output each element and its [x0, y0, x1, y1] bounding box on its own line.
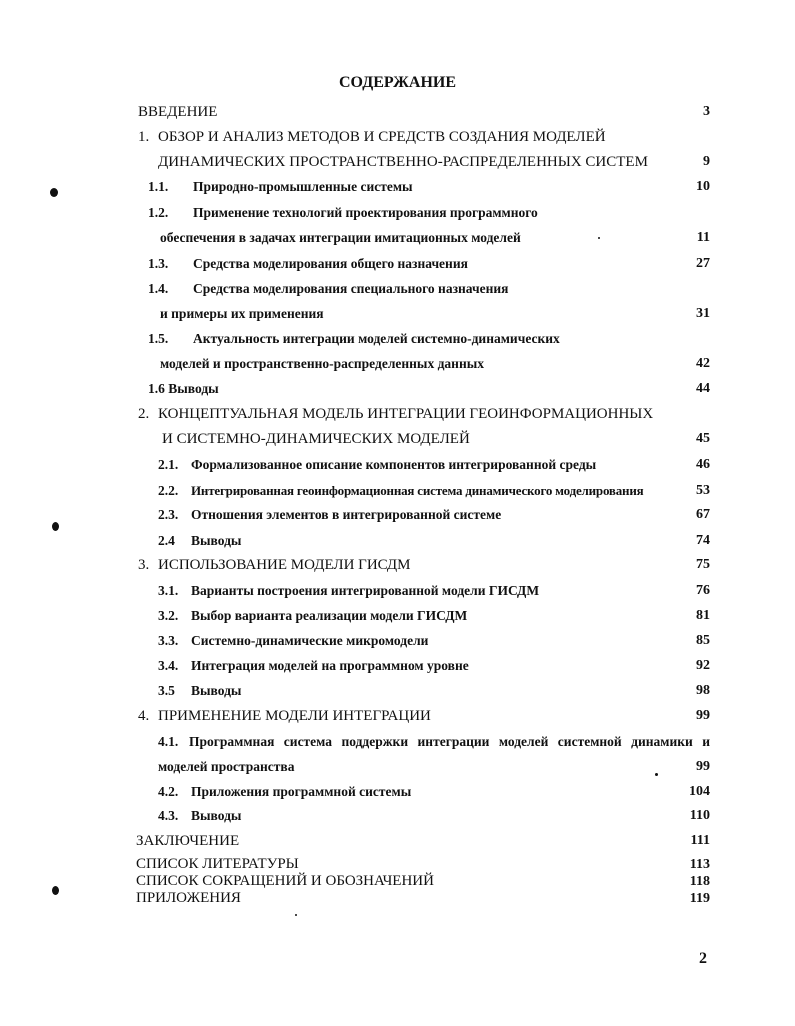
toc-entry-text: Интегрированная геоинформационная система динамического моделирования [191, 483, 644, 498]
toc-entry-number: 1.3. [148, 256, 169, 271]
toc-entry-text: Выбор варианта реализации модели ГИСДМ [191, 608, 468, 623]
toc-entry-number: 2.4 [158, 533, 175, 548]
toc-entry-page: 9 [703, 154, 710, 169]
toc-entry-text: Отношения элементов в интегрированной системе [191, 507, 502, 522]
toc-entry-page: 11 [696, 230, 710, 245]
toc-entry [0, 379, 795, 399]
toc-entry-number: 2.2. [158, 483, 179, 498]
toc-entry-number: 4. [138, 708, 150, 724]
toc-entry-number: 3.4. [158, 658, 179, 673]
toc-entry [0, 304, 795, 324]
toc-entry [0, 856, 795, 873]
toc-entry [0, 631, 795, 651]
toc-entry-text: Системно-динамические микромодели [191, 633, 429, 648]
toc-entry-page: 110 [689, 808, 710, 823]
toc-entry [0, 581, 795, 601]
toc-entry-text: Применение технологий проектирования программного [193, 205, 538, 220]
toc-entry-text: Варианты построения интегрированной модели ГИСДМ [191, 583, 540, 598]
toc-entry-page: 76 [696, 583, 710, 598]
toc-entry-text: Формализованное описание компонентов интегрированной среды [191, 457, 597, 472]
toc-entry-number: 2.1. [158, 457, 179, 472]
toc-entry-number: 1.4. [148, 281, 169, 296]
toc-entry-page: 98 [696, 683, 710, 698]
toc-entry-page: 10 [696, 179, 710, 194]
scan-speck [52, 522, 59, 531]
toc-entry-number: 3.5 [158, 683, 175, 698]
toc-entry [0, 873, 795, 890]
toc-entry [0, 656, 795, 676]
toc-entry-text: Программная система поддержки интеграции моделей системной динамики и [189, 734, 710, 749]
toc-entry [0, 279, 795, 299]
toc-entry [0, 706, 795, 726]
toc-entry-number: 1.5. [148, 331, 169, 346]
toc-entry-number: 3.3. [158, 633, 179, 648]
toc-entry-number: 3.2. [158, 608, 179, 623]
toc-entry-text: ОБЗОР И АНАЛИЗ МЕТОДОВ И СРЕДСТВ СОЗДАНИЯ МОДЕЛЕЙ [158, 129, 606, 145]
toc-entry-page: 99 [696, 759, 710, 774]
toc-entry-page: 118 [689, 874, 710, 889]
toc-entry-page: 111 [690, 833, 710, 848]
toc-entry-text: Актуальность интеграции моделей системно-динамических [193, 331, 560, 346]
toc-entry [0, 404, 795, 424]
toc-entry [0, 732, 795, 752]
toc-entry-text: СПИСОК СОКРАЩЕНИЙ И ОБОЗНАЧЕНИЙ [136, 873, 434, 889]
scan-speck [52, 886, 59, 895]
toc-entry-number: 2.3. [158, 507, 179, 522]
toc-entry [0, 127, 795, 147]
toc-entry-page: 119 [689, 891, 710, 906]
toc-entry-text: Интеграция моделей на программном уровне [191, 658, 469, 673]
toc-entry [0, 890, 795, 907]
scan-speck [295, 914, 297, 916]
toc-entry-text: моделей пространства [158, 759, 295, 774]
toc-entry-number: 2. [138, 406, 150, 422]
toc-entry [0, 329, 795, 349]
toc-entry-text: Средства моделирования специального назначения [193, 281, 509, 296]
toc-entry-number: 4.3. [158, 808, 179, 823]
toc-entry [0, 531, 795, 551]
toc-entry [0, 481, 795, 501]
toc-entry-number: 1.1. [148, 179, 169, 194]
toc-entry-page: 85 [696, 633, 710, 648]
toc-entry [0, 505, 795, 525]
page-number: 2 [699, 950, 707, 967]
toc-entry-page: 81 [696, 608, 710, 623]
toc-entry-text: СПИСОК ЛИТЕРАТУРЫ [136, 856, 299, 872]
toc-entry [0, 455, 795, 475]
toc-entry-text: КОНЦЕПТУАЛЬНАЯ МОДЕЛЬ ИНТЕГРАЦИИ ГЕОИНФОРМАЦИОННЫХ [158, 406, 654, 422]
toc-entry-number: 1. [138, 129, 150, 145]
toc-entry [0, 177, 795, 197]
toc-entry-page: 27 [696, 256, 710, 271]
toc-entry-page: 67 [696, 507, 710, 522]
toc-entry [0, 429, 795, 449]
toc-entry-page: 45 [696, 431, 710, 446]
toc-entry-page: 99 [696, 708, 710, 723]
toc-entry-page: 92 [696, 658, 710, 673]
toc-entry-text: Приложения программной системы [191, 784, 412, 799]
toc-entry [0, 228, 795, 248]
toc-entry-text: ИСПОЛЬЗОВАНИЕ МОДЕЛИ ГИСДМ [158, 557, 411, 573]
toc-entry-number: 4.1. [158, 734, 179, 749]
toc-entry-page: 104 [689, 784, 710, 799]
toc-entry-page: 113 [689, 857, 710, 872]
scan-speck [598, 237, 600, 239]
toc-entry [0, 757, 795, 777]
toc-entry-text: 1.6 Выводы [148, 381, 219, 396]
toc-entry-page: 74 [696, 533, 710, 548]
toc-entry [0, 254, 795, 274]
toc-entry-text: ВВЕДЕНИЕ [138, 104, 218, 120]
toc-entry-number: 4.2. [158, 784, 179, 799]
toc-entry-text: Природно-промышленные системы [193, 179, 413, 194]
toc-entry-text: ЗАКЛЮЧЕНИЕ [136, 833, 240, 849]
toc-entry [0, 152, 795, 172]
toc-entry [0, 203, 795, 223]
toc-entry-number: 1.2. [148, 205, 169, 220]
toc-entry-page: 31 [696, 306, 710, 321]
toc-entry-text: Средства моделирования общего назначения [193, 256, 468, 271]
scan-speck [50, 188, 58, 197]
toc-entry-text: ПРИМЕНЕНИЕ МОДЕЛИ ИНТЕГРАЦИИ [158, 708, 431, 724]
toc-entry-page: 42 [696, 356, 710, 371]
toc-entry-page: 3 [703, 104, 710, 119]
toc-entry-text: Выводы [191, 808, 242, 823]
toc-entry-text: и примеры их применения [160, 306, 324, 321]
toc-entry-text: ДИНАМИЧЕСКИХ ПРОСТРАНСТВЕННО-РАСПРЕДЕЛЕННЫХ СИСТЕМ [158, 154, 648, 170]
toc-entry [0, 782, 795, 802]
toc-entry-text: И СИСТЕМНО-ДИНАМИЧЕСКИХ МОДЕЛЕЙ [162, 431, 470, 447]
toc-entry [0, 806, 795, 826]
toc-entry-text: обеспечения в задачах интеграции имитационных моделей [160, 230, 521, 245]
toc-entry-page: 53 [696, 483, 710, 498]
toc-entry [0, 354, 795, 374]
toc-entry-page: 46 [696, 457, 710, 472]
toc-entry-page: 75 [696, 557, 710, 572]
toc-entry [0, 606, 795, 626]
toc-entry-text: моделей и пространственно-распределенных данных [160, 356, 485, 371]
toc-title: СОДЕРЖАНИЕ [338, 74, 457, 91]
toc-entry-text: Выводы [191, 533, 242, 548]
toc-entry-number: 3.1. [158, 583, 179, 598]
toc-entry [0, 102, 795, 122]
toc-entry [0, 681, 795, 701]
toc-entry-text: Выводы [191, 683, 242, 698]
toc-entry-number: 3. [138, 557, 150, 573]
toc-entry-page: 44 [696, 381, 710, 396]
toc-entry [0, 555, 795, 575]
toc-entry [0, 831, 795, 851]
toc-entry-text: ПРИЛОЖЕНИЯ [136, 890, 241, 906]
scan-speck [655, 773, 658, 776]
